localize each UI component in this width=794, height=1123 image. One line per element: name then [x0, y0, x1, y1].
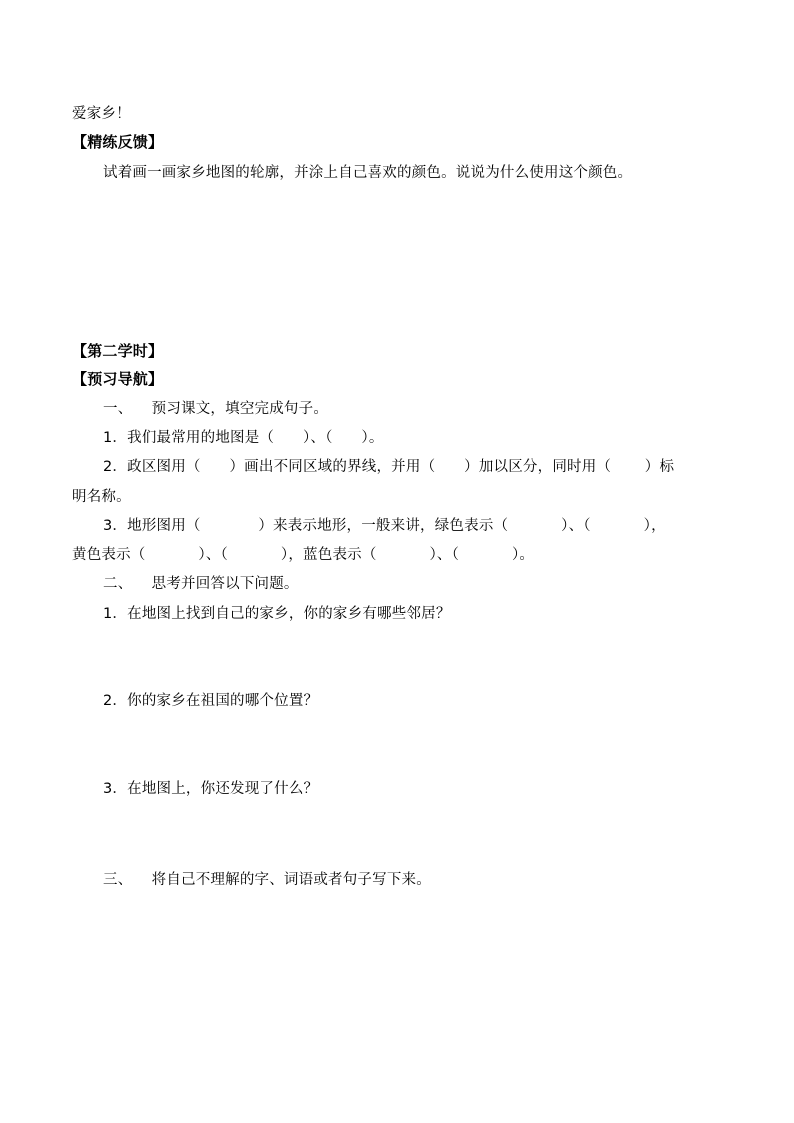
question-heading-2: 二、 思考并回答以下问题。 [103, 576, 299, 592]
question-item: 2．你的家乡在祖国的哪个位置？ [103, 693, 319, 709]
text-line: 爱家乡！ [72, 106, 131, 122]
question-item-continuation: 明名称。 [72, 489, 131, 505]
question-item: 3．在地图上，你还发现了什么？ [103, 781, 319, 797]
section-heading-preview-guide: 【预习导航】 [72, 370, 164, 388]
question-item: 1．在地图上找到自己的家乡，你的家乡有哪些邻居？ [103, 606, 451, 622]
question-heading-3: 三、 将自己不理解的字、词语或者句子写下来。 [103, 872, 431, 888]
question-item: 1．我们最常用的地图是（ ）、（ ）。 [103, 430, 384, 446]
section-heading-practice-feedback: 【精练反馈】 [72, 133, 164, 151]
question-item-continuation: 黄色表示（ ）、（ ），蓝色表示（ ）、（ ）。 [72, 547, 535, 563]
text-line: 试着画一画家乡地图的轮廓，并涂上自己喜欢的颜色。说说为什么使用这个颜色。 [103, 165, 633, 181]
question-heading-1: 一、 预习课文，填空完成句子。 [103, 401, 329, 417]
question-item: 2．政区图用（ ）画出不同区域的界线，并用（ ）加以区分，同时用（ ）标 [103, 459, 675, 475]
section-heading-second-lesson: 【第二学时】 [72, 342, 164, 360]
question-item: 3．地形图用（ ）来表示地形，一般来讲，绿色表示（ ）、（ ）， [103, 518, 666, 534]
